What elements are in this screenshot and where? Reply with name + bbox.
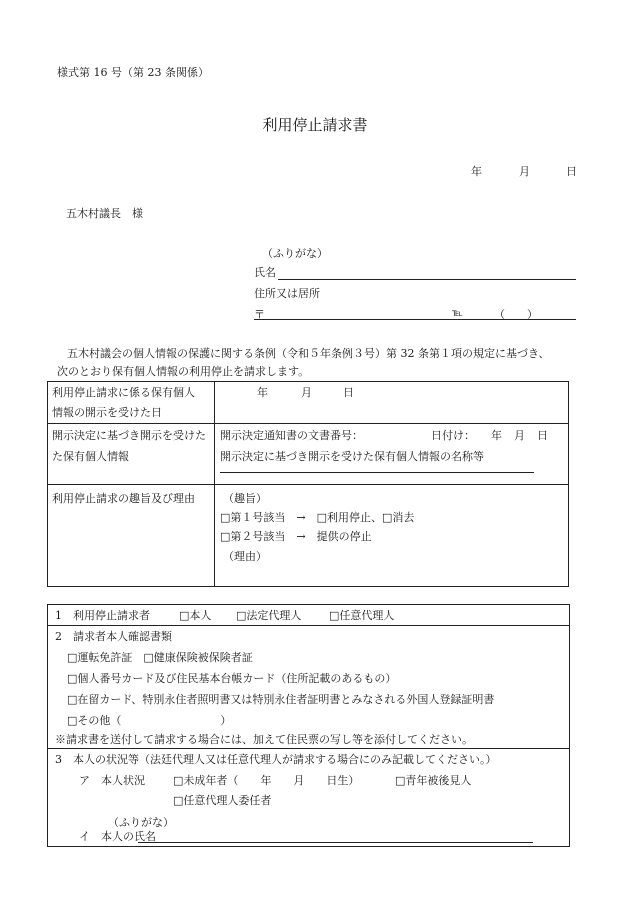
s1-option-voluntary-agent[interactable]: □任意代理人: [329, 609, 395, 622]
s2-doc-line-4[interactable]: □その他（ ）: [67, 714, 232, 727]
applicant-address-line[interactable]: [254, 319, 576, 320]
row2-doc-number-label: 開示決定通知書の文書番号：: [220, 429, 363, 442]
applicant-furigana-label: （ふりがな）: [262, 247, 328, 260]
date-month-label: 月: [519, 165, 530, 178]
row3-purpose-label: （趣旨）: [223, 492, 267, 505]
row3-label: 利用停止請求の趣旨及び理由: [52, 492, 195, 505]
s3-a-option-mandator[interactable]: □任意代理人委任者: [173, 794, 272, 807]
row3-option-1[interactable]: □第１号該当 → □利用停止、□消去: [220, 511, 415, 524]
s2-doc-line-2[interactable]: □個人番号カード及び住民基本台帳カード（住所記載のあるもの）: [67, 672, 397, 685]
s3-a-label: ア 本人状況: [79, 774, 145, 787]
s1-option-self[interactable]: □本人: [179, 609, 212, 622]
row1-label-2: 情報の開示を受けた日: [52, 406, 162, 419]
s3-name-line[interactable]: [138, 842, 533, 843]
document-title: 利用停止請求書: [262, 116, 368, 134]
postal-mark: 〒: [254, 308, 265, 321]
request-table: [47, 381, 569, 587]
table-row: [48, 424, 569, 485]
s1-label: 1 利用停止請求者: [55, 609, 150, 622]
tel-paren: （ ）: [494, 308, 538, 321]
applicant-address-label: 住所又は居所: [254, 287, 320, 300]
section-divider: [48, 748, 569, 749]
purpose-reason-field[interactable]: [215, 485, 569, 587]
s3-label: 3 本人の状況等（法廷代理人又は任意代理人が請求する場合にのみ記載してください。）: [55, 753, 497, 766]
s3-a-option-minor[interactable]: □未成年者（ 年 月 日生）: [173, 774, 360, 787]
disclosure-date-field[interactable]: [215, 382, 569, 424]
row2-info-name-line: [220, 472, 534, 473]
row2-dated-label: 日付け：: [431, 429, 475, 442]
applicant-name-line[interactable]: [278, 279, 576, 280]
s1-option-legal-agent[interactable]: □法定代理人: [236, 609, 302, 622]
applicant-name-label: 氏名: [254, 266, 276, 279]
row2-label-1: 開示決定に基づき開示を受けた: [52, 429, 206, 442]
row1-month: 月: [301, 386, 312, 399]
s3-a-option-ward[interactable]: □青年被後見人: [395, 774, 472, 787]
tel-icon: ℡: [452, 308, 463, 319]
section-divider: [48, 625, 569, 626]
row3-option-2[interactable]: □第２号該当 → 提供の停止: [220, 530, 372, 543]
form-number: 様式第 16 号（第 23 条関係）: [57, 66, 209, 79]
intro-line-1: 五木村議会の個人情報の保護に関する条例（令和５年条例３号）第 32 条第１項の規定に基づき、: [67, 347, 550, 360]
row3-reason-label: （理由）: [223, 550, 267, 563]
s2-note: ※請求書を送付して請求する場合には、加えて住民票の写し等を添付してください。: [55, 733, 473, 746]
row1-day: 日: [343, 386, 354, 399]
row2-day: 日: [537, 429, 548, 442]
row2-year: 年: [491, 429, 502, 442]
table-row: [48, 382, 569, 424]
row2-label-2: た保有個人情報: [52, 450, 129, 463]
addressee: 五木村議長 様: [66, 207, 143, 220]
s2-label: 2 請求者本人確認書類: [55, 630, 172, 643]
date-year-label: 年: [471, 165, 482, 178]
date-day-label: 日: [566, 165, 577, 178]
row2-month: 月: [514, 429, 525, 442]
s3-furigana-label: （ふりがな）: [108, 816, 174, 829]
s3-i-label: イ 本人の氏名: [79, 830, 156, 843]
table-row: [48, 485, 569, 587]
intro-line-2: 次のとおり保有個人情報の利用停止を請求します。: [57, 365, 310, 378]
disclosed-info-field[interactable]: [215, 424, 569, 485]
row2-info-name-label: 開示決定に基づき開示を受けた保有個人情報の名称等: [220, 450, 484, 463]
requester-section: [47, 604, 570, 847]
s2-doc-line-1[interactable]: □運転免許証 □健康保険被保険者証: [67, 651, 253, 664]
s2-doc-line-3[interactable]: □在留カード、特別永住者照明書又は特別永住者証明書とみなされる外国人登録証明書: [67, 693, 495, 706]
row1-label-1: 利用停止請求に係る保有個人: [52, 386, 195, 399]
row1-year: 年: [257, 386, 268, 399]
